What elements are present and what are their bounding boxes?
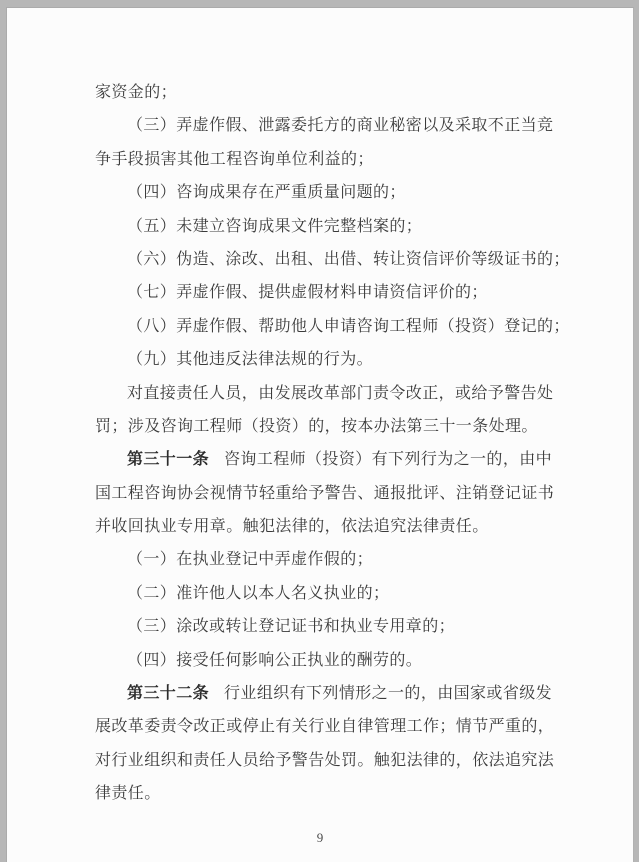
article-heading-line (95, 443, 573, 476)
document-body (95, 76, 573, 811)
list-item: （一）在执业登记中弄虚作假的； (127, 551, 374, 569)
article-text: 行业组织有下列情形之一的，由国家或省级发 (224, 685, 553, 703)
article-number: 第三十一条 (127, 451, 210, 469)
text-line: 对直接责任人员，由发展改革部门责令改正，或给予警告处 (127, 384, 554, 402)
article-number: 第三十二条 (127, 685, 210, 703)
list-item: （六）伪造、涂改、出租、出借、转让资信评价等级证书的； (127, 250, 570, 268)
text-line: 家资金的； (95, 84, 178, 101)
list-item: （九）其他违反法律法规的行为。 (127, 351, 374, 369)
article-heading-line (95, 677, 573, 710)
document-page (6, 7, 634, 862)
list-item: （八）弄虚作假、帮助他人申请咨询工程师（投资）登记的； (127, 317, 570, 335)
text-line: 国工程咨询协会视情节轻重给予警告、通报批评、注销登记证书 (95, 484, 555, 502)
list-item: （四）咨询成果存在严重质量问题的； (127, 184, 406, 202)
page-number: 9 (316, 830, 324, 845)
text-line: 展改革委责令改正或停止有关行业自律管理工作；情节严重的， (95, 718, 555, 736)
text-line: 对行业组织和责任人员给予警告处罚。触犯法律的，依法追究法 (95, 751, 555, 769)
list-item: （七）弄虚作假、提供虚假材料申请资信评价的； (127, 284, 488, 302)
list-item: （四）接受任何影响公正执业的酬劳的。 (127, 651, 423, 669)
list-item: （五）未建立咨询成果文件完整档案的； (127, 217, 423, 235)
text-line: 争手段损害其他工程咨询单位利益的； (95, 150, 374, 168)
text-line: 并收回执业专用章。触犯法律的，依法追究法律责任。 (95, 518, 489, 536)
article-text: 咨询工程师（投资）有下列行为之一的，由中 (224, 451, 553, 469)
list-item: （二）准许他人以本人名义执业的； (127, 584, 390, 602)
list-item: （三）弄虚作假、泄露委托方的商业秘密以及采取不正当竞 (127, 117, 554, 135)
text-line: 律责任。 (95, 785, 161, 803)
text-line: 罚；涉及咨询工程师（投资）的，按本办法第三十一条处理。 (95, 417, 538, 435)
list-item: （三）涂改或转让登记证书和执业专用章的； (127, 618, 456, 636)
